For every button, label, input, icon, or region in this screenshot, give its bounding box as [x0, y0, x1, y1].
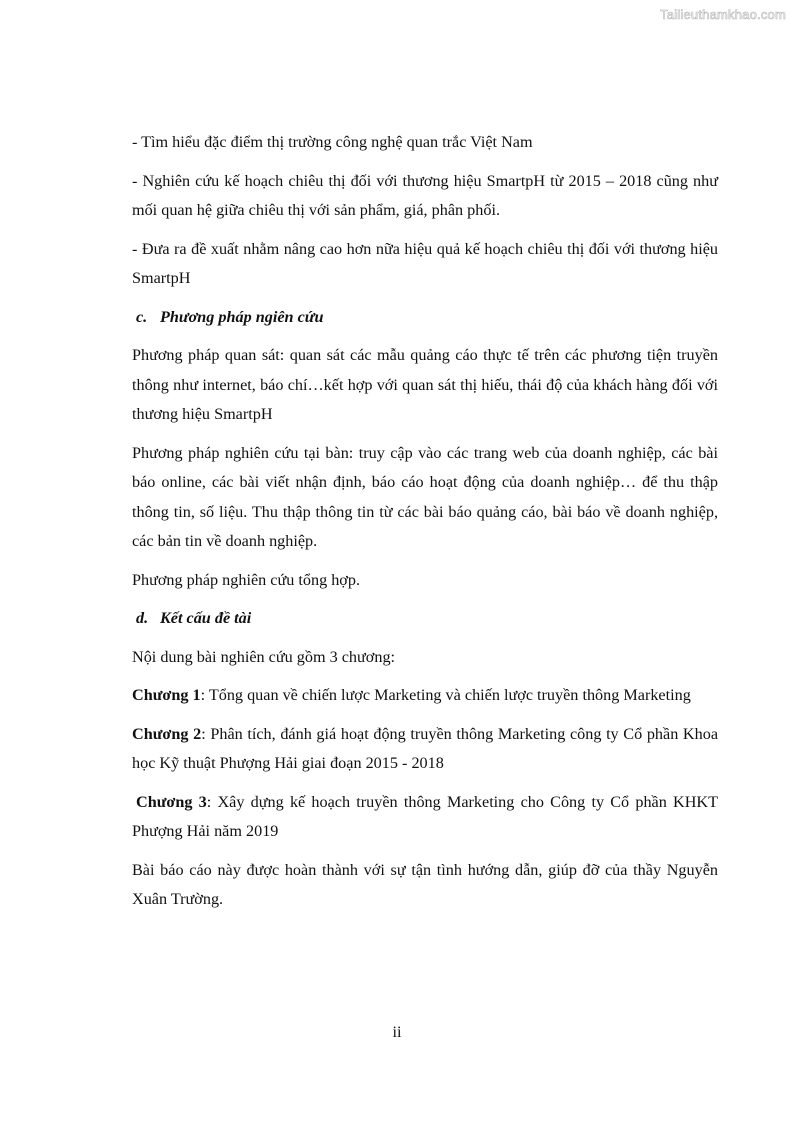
objective-item: - Nghiên cứu kế hoạch chiêu thị đối với thương hiệu SmartpH từ 2015 – 2018 cũng như mối quan hệ giữa chiêu thị với sản phẩm, giá, phân phối.	[132, 171, 718, 219]
objective-item: - Tìm hiểu đặc điểm thị trường công nghệ quan trắc Việt Nam	[132, 133, 533, 151]
section-title: Phương pháp ngiên cứu	[160, 307, 324, 326]
chapter-text: : Tổng quan về chiến lược Marketing và chiến lược truyền thông Marketing	[200, 686, 691, 704]
chapter-label: Chương 2	[132, 724, 202, 743]
closing-paragraph: Bài báo cáo này được hoàn thành với sự tận tình hướng dẫn, giúp đỡ của thầy Nguyễn Xuân Trường.	[132, 860, 718, 908]
section-heading-c	[136, 303, 718, 333]
method-paragraph: Phương pháp nghiên cứu tổng hợp.	[132, 570, 361, 589]
method-paragraph: Phương pháp quan sát: quan sát các mẫu quảng cáo thực tế trên các phương tiện truyền thông như internet, báo chí…kết hợp với quan sát thị hiếu, thái độ của khách hàng đối với thương hiệu SmartpH	[132, 346, 718, 423]
watermark-text: Tailieuthamkhao.com	[660, 7, 786, 22]
document-body	[132, 128, 718, 924]
section-title: Kết cấu đề tài	[160, 609, 252, 627]
chapter-text: : Phân tích, đánh giá hoạt động truyền thông Marketing công ty Cổ phần Khoa học Kỹ thuật Phượng Hải giai đoạn 2015 - 2018	[132, 724, 718, 772]
chapter-item	[132, 681, 718, 711]
objective-item: - Đưa ra đề xuất nhằm nâng cao hơn nữa hiệu quả kế hoạch chiêu thị đối với thương hiệu SmartpH	[132, 239, 718, 287]
chapter-label: Chương 3	[136, 792, 207, 811]
chapter-text: : Xây dựng kế hoạch truyền thông Marketing cho Công ty Cổ phần KHKT Phượng Hải năm 2019	[132, 792, 719, 840]
chapter-item	[132, 788, 718, 847]
chapter-item	[132, 720, 718, 779]
method-paragraph: Phương pháp nghiên cứu tại bàn: truy cập vào các trang web của doanh nghiệp, các bài báo online, các bài viết nhận định, báo cáo hoạt động của doanh nghiệp… để thu thập thông tin, số liệu. Thu thập thông tin từ các bài báo quảng cáo, bài báo về doanh nghiệp, các bản tin về doanh nghiệp.	[132, 443, 718, 550]
page-number: ii	[392, 1023, 402, 1041]
section-heading-d	[136, 604, 718, 634]
section-letter: c.	[136, 307, 148, 326]
structure-intro: Nội dung bài nghiên cứu gồm 3 chương:	[132, 647, 396, 666]
chapter-label: Chương 1	[132, 686, 201, 704]
section-letter: d.	[136, 609, 149, 627]
